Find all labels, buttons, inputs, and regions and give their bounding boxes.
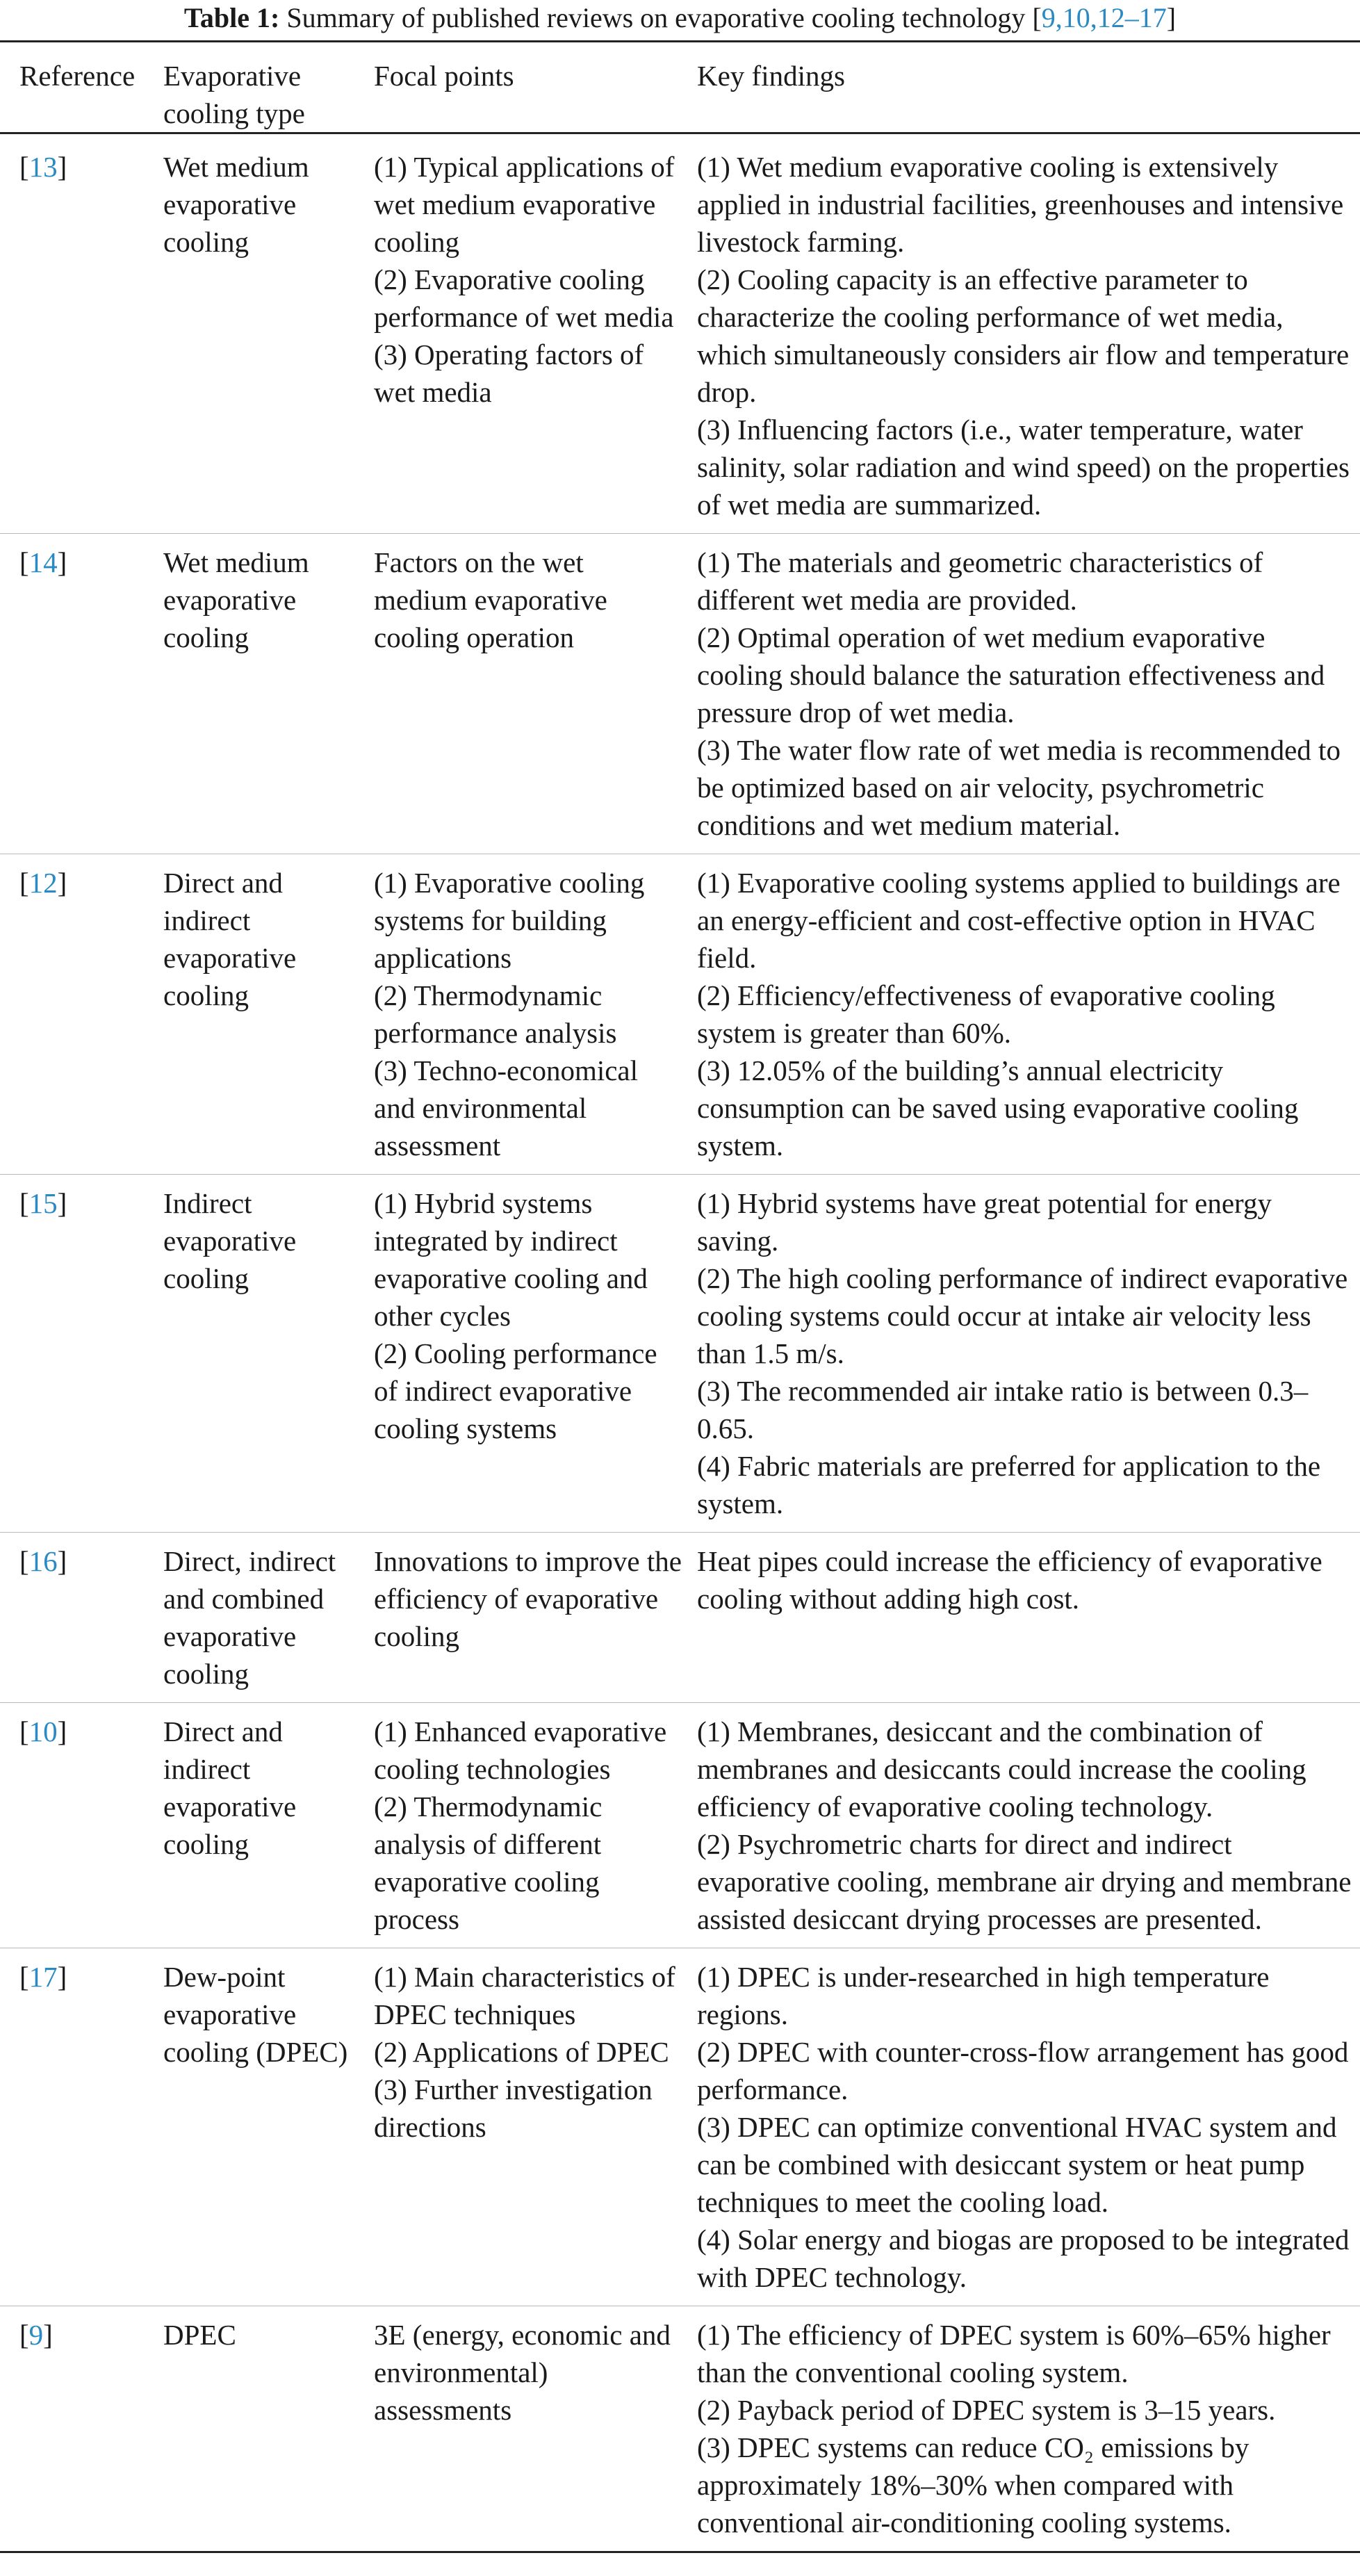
finding-item: (2) Payback period of DPEC system is 3–15 years. bbox=[697, 2394, 1276, 2426]
focal-point-item: (3) Further investigation directions bbox=[374, 2073, 653, 2143]
focal-point-item: (2) Thermodynamic performance analysis bbox=[374, 979, 617, 1049]
ref-bracket-open: [ bbox=[19, 1187, 29, 1219]
finding-item: (2) Optimal operation of wet medium evaporative cooling should balance the saturation effectiveness and pressure drop of wet media. bbox=[697, 621, 1325, 728]
ref-bracket-close: ] bbox=[43, 2319, 53, 2351]
finding-item: (1) Wet medium evaporative cooling is extensively applied in industrial facilities, greenhouses and intensive livestock farming. bbox=[697, 151, 1344, 258]
focal-point-item: (3) Techno-economical and environmental assessment bbox=[374, 1054, 639, 1161]
ref-bracket-open: [ bbox=[19, 1715, 29, 1747]
reference-cell bbox=[0, 854, 156, 1175]
reference-link[interactable]: 17 bbox=[28, 1961, 58, 1993]
ref-bracket-close: ] bbox=[57, 546, 67, 578]
table-row bbox=[0, 1948, 1360, 2306]
key-findings-cell bbox=[690, 133, 1360, 534]
focal-point-item: (2) Evaporative cooling performance of wet media bbox=[374, 263, 674, 333]
focal-points-cell bbox=[367, 854, 690, 1175]
focal-point-item: (1) Evaporative cooling systems for building applications bbox=[374, 867, 645, 974]
header-row bbox=[0, 42, 1360, 133]
focal-point-item: (1) Main characteristics of DPEC techniques bbox=[374, 1961, 675, 2030]
finding-item: (3) 12.05% of the building’s annual electricity consumption can be saved using evaporative cooling system. bbox=[697, 1054, 1299, 1161]
reference-link[interactable]: 13 bbox=[28, 151, 58, 183]
finding-item: (2) DPEC with counter-cross-flow arrangement has good performance. bbox=[697, 2036, 1349, 2105]
table-title: Summary of published reviews on evaporative cooling technology bbox=[286, 2, 1026, 33]
reference-cell bbox=[0, 1703, 156, 1948]
finding-item: (2) Efficiency/effectiveness of evaporative cooling system is greater than 60%. bbox=[697, 979, 1275, 1049]
reference-cell bbox=[0, 1533, 156, 1703]
cooling-type-cell: Dew-point evaporative cooling (DPEC) bbox=[156, 1948, 367, 2306]
finding-item: (2) The high cooling performance of indirect evaporative cooling systems could occur at intake air velocity less than 1.5 m/s. bbox=[697, 1262, 1348, 1369]
key-findings-cell bbox=[690, 1533, 1360, 1703]
finding-item: (2) Psychrometric charts for direct and indirect evaporative cooling, membrane air drying and membrane assisted desiccant drying processes are presented. bbox=[697, 1828, 1352, 1935]
reference-cell bbox=[0, 133, 156, 534]
reference-cell bbox=[0, 534, 156, 854]
table-row bbox=[0, 854, 1360, 1175]
finding-item: (1) Evaporative cooling systems applied to buildings are an energy-efficient and cost-effective option in HVAC field. bbox=[697, 867, 1341, 974]
reference-link[interactable]: 9 bbox=[28, 2319, 44, 2351]
ref-bracket-close: ] bbox=[57, 867, 67, 899]
ref-bracket-close: ] bbox=[57, 1961, 67, 1993]
focal-points-cell bbox=[367, 534, 690, 854]
reviews-table bbox=[0, 40, 1360, 2553]
ref-bracket-close: ] bbox=[57, 1715, 67, 1747]
key-findings-cell bbox=[690, 2306, 1360, 2552]
ref-bracket-open: [ bbox=[19, 1545, 29, 1577]
focal-point-item: (2) Applications of DPEC bbox=[374, 2036, 669, 2068]
cooling-type-cell: Direct and indirect evaporative cooling bbox=[156, 854, 367, 1175]
table-row bbox=[0, 133, 1360, 534]
focal-points-cell bbox=[367, 1175, 690, 1533]
ref-bracket-open: [ bbox=[19, 546, 29, 578]
key-findings-cell bbox=[690, 1948, 1360, 2306]
reference-link[interactable]: 15 bbox=[28, 1187, 58, 1219]
focal-point-item: 3E (energy, economic and environmental) assessments bbox=[374, 2319, 671, 2426]
focal-point-item: (2) Cooling performance of indirect evaporative cooling systems bbox=[374, 1337, 657, 1444]
key-findings-cell bbox=[690, 1703, 1360, 1948]
ref-bracket-open: [ bbox=[19, 1961, 29, 1993]
finding-item: (1) The materials and geometric characteristics of different wet media are provided. bbox=[697, 546, 1263, 616]
focal-points-cell bbox=[367, 1703, 690, 1948]
focal-points-cell bbox=[367, 133, 690, 534]
key-findings-cell bbox=[690, 854, 1360, 1175]
header-cooling-type: Evaporative cooling type bbox=[156, 42, 367, 133]
finding-item: (3) Influencing factors (i.e., water temperature, water salinity, solar radiation and wind speed) on the properties of wet media are summarized. bbox=[697, 414, 1350, 521]
cooling-type-cell: Direct, indirect and combined evaporative cooling bbox=[156, 1533, 367, 1703]
table-label: Table 1: bbox=[183, 2, 280, 33]
finding-item: Heat pipes could increase the efficiency of evaporative cooling without adding high cost. bbox=[697, 1545, 1322, 1615]
reference-cell bbox=[0, 2306, 156, 2552]
finding-item: (2) Cooling capacity is an effective parameter to characterize the cooling performance of wet media, which simultaneously considers air flow and temperature drop. bbox=[697, 263, 1350, 408]
key-findings-cell bbox=[690, 534, 1360, 854]
finding-item: (3) DPEC can optimize conventional HVAC system and can be combined with desiccant system or heat pump techniques to meet the cooling load. bbox=[697, 2111, 1337, 2218]
focal-points-cell bbox=[367, 1533, 690, 1703]
finding-item: (1) DPEC is under-researched in high temperature regions. bbox=[697, 1961, 1270, 2030]
caption-refs-link[interactable]: 9,10,12–17 bbox=[1041, 2, 1167, 33]
table-caption bbox=[0, 0, 1360, 40]
cooling-type-cell: Wet medium evaporative cooling bbox=[156, 534, 367, 854]
cooling-type-cell: Direct and indirect evaporative cooling bbox=[156, 1703, 367, 1948]
cooling-type-cell: Indirect evaporative cooling bbox=[156, 1175, 367, 1533]
finding-item: (4) Fabric materials are preferred for application to the system. bbox=[697, 1450, 1321, 1519]
ref-bracket-close: ] bbox=[57, 1545, 67, 1577]
focal-point-item: Innovations to improve the efficiency of evaporative cooling bbox=[374, 1545, 682, 1652]
focal-points-cell bbox=[367, 1948, 690, 2306]
reference-link[interactable]: 10 bbox=[28, 1715, 58, 1747]
cooling-type-cell: Wet medium evaporative cooling bbox=[156, 133, 367, 534]
caption-refs-open: [ bbox=[1032, 2, 1042, 33]
table-row bbox=[0, 2306, 1360, 2552]
focal-point-item: (1) Hybrid systems integrated by indirect evaporative cooling and other cycles bbox=[374, 1187, 648, 1332]
ref-bracket-open: [ bbox=[19, 2319, 29, 2351]
header-focal-points: Focal points bbox=[367, 42, 690, 133]
reference-cell bbox=[0, 1175, 156, 1533]
table-row bbox=[0, 1533, 1360, 1703]
caption-refs-close: ] bbox=[1166, 2, 1177, 33]
cooling-type-cell: DPEC bbox=[156, 2306, 367, 2552]
ref-bracket-open: [ bbox=[19, 867, 29, 899]
reference-cell bbox=[0, 1948, 156, 2306]
table-body bbox=[0, 133, 1360, 2552]
header-reference: Reference bbox=[0, 42, 156, 133]
focal-point-item: Factors on the wet medium evaporative cooling operation bbox=[374, 546, 607, 653]
ref-bracket-open: [ bbox=[19, 151, 29, 183]
focal-points-cell bbox=[367, 2306, 690, 2552]
reference-link[interactable]: 16 bbox=[28, 1545, 58, 1577]
finding-item: (4) Solar energy and biogas are proposed to be integrated with DPEC technology. bbox=[697, 2224, 1350, 2293]
finding-item: (1) The efficiency of DPEC system is 60%–65% higher than the conventional cooling system. bbox=[697, 2319, 1331, 2388]
finding-item: (3) The water flow rate of wet media is recommended to be optimized based on air velocity, psychrometric conditions and wet medium material. bbox=[697, 734, 1341, 841]
finding-item: (1) Membranes, desiccant and the combination of membranes and desiccants could increase the cooling efficiency of evaporative cooling technology. bbox=[697, 1715, 1306, 1823]
focal-point-item: (1) Enhanced evaporative cooling technologies bbox=[374, 1715, 667, 1785]
focal-point-item: (2) Thermodynamic analysis of different evaporative cooling process bbox=[374, 1791, 603, 1935]
finding-item: (1) Hybrid systems have great potential for energy saving. bbox=[697, 1187, 1272, 1257]
table-row bbox=[0, 1175, 1360, 1533]
finding-item: (3) DPEC systems can reduce CO₂ emissions by approximately 18%–30% when compared with conventional air-conditioning cooling systems. bbox=[697, 2431, 1250, 2538]
focal-point-item: (1) Typical applications of wet medium evaporative cooling bbox=[374, 151, 675, 258]
ref-bracket-close: ] bbox=[57, 151, 67, 183]
reference-link[interactable]: 14 bbox=[28, 546, 58, 578]
header-key-findings: Key findings bbox=[690, 42, 1360, 133]
table-row bbox=[0, 1703, 1360, 1948]
finding-item: (3) The recommended air intake ratio is between 0.3–0.65. bbox=[697, 1375, 1309, 1444]
ref-bracket-close: ] bbox=[57, 1187, 67, 1219]
table-row bbox=[0, 534, 1360, 854]
focal-point-item: (3) Operating factors of wet media bbox=[374, 339, 644, 408]
reference-link[interactable]: 12 bbox=[28, 867, 58, 899]
key-findings-cell bbox=[690, 1175, 1360, 1533]
